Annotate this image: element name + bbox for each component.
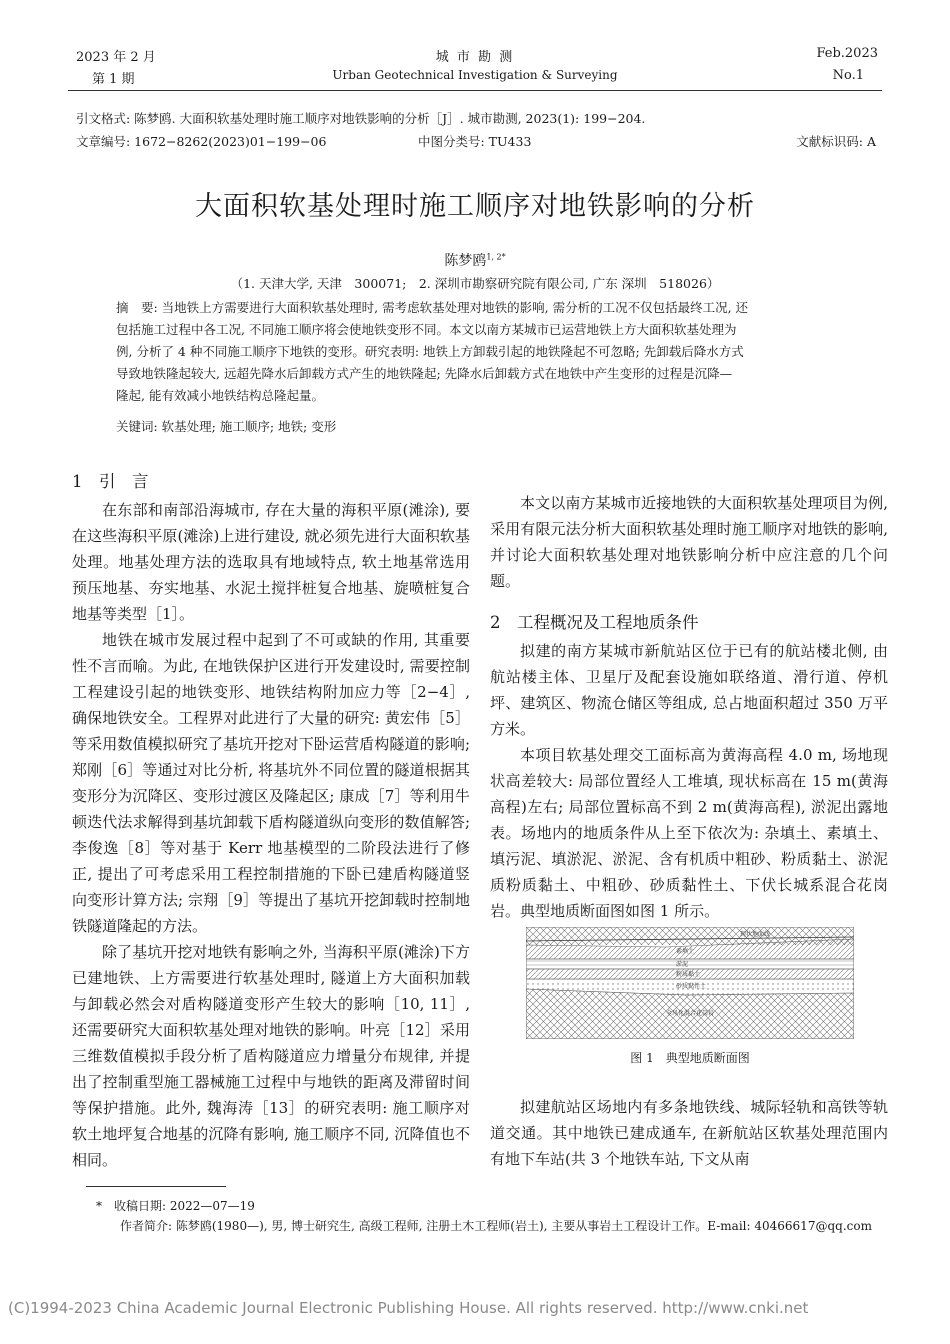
journal-name-cn: 城 市 勘 测 (435, 50, 515, 65)
header-issue-en: No.1 (832, 68, 864, 83)
document-code: 文献标识码: A (796, 134, 876, 149)
paper-title: 大面积软基处理时施工顺序对地铁影响的分析 (195, 191, 755, 222)
label-sandy-clay: 砂质黏性土 (676, 983, 707, 990)
copyright-watermark: (C)1994-2023 China Academic Journal Electronic Publishing House. All rights reserved. http://www.cnki.net (8, 1299, 809, 1317)
author-superscript: 1, 2* (486, 252, 506, 262)
abstract-line: 包括施工过程中各工况, 不同施工顺序将会使地铁变形不同。本文以南方某城市已运营地铁上方大面积软基处理为 (116, 322, 737, 337)
header-date-en: Feb.2023 (816, 46, 878, 61)
article-number: 文章编号: 1672−8262(2023)01−199−06 (76, 134, 327, 149)
affiliation: （1. 天津大学, 天津 300071; 2. 深圳市勘察研究院有限公司, 广东 深圳 518026） (230, 276, 720, 291)
left-column (72, 467, 470, 1173)
paragraph: 除了基坑开挖对地铁有影响之外, 当海积平原(滩涂)下方已建地铁、上方需要进行软基处理时, 隧道上方大面积加载与卸载必然会对盾构隧道变形产生较大的影响［10, 11］, 还需要研究大面积软基处理对地铁的影响。叶亮［12］采用三维数值模拟手段分析了盾构隧道应力增量分布规律, 并提出了控制重型施工器械施工过程中与地铁的距离及滞留时间等保护措施。此外, 魏海涛［13］的研究表明: 施工顺序对软土地坪复合地基的沉降有影响, 施工顺序不同, 沉降值也不相同。 (72, 943, 470, 1169)
label-silty-clay: 粉质黏土 (676, 971, 701, 978)
abstract-line: 摘 要: 当地铁上方需要进行大面积软基处理时, 需考虑软基处理对地铁的影响, 需分析的工况不仅包括最终工况, 还 (116, 300, 749, 315)
clc-number: 中图分类号: TU433 (418, 134, 532, 149)
paragraph: 拟建航站区场地内有多条地铁线、城际轻轨和高铁等轨道交通。其中地铁已建成通车, 在新航站区软基处理范围内有地下车站(共 3 个地铁车站, 下文从南 (490, 1098, 888, 1168)
abstract (116, 297, 846, 407)
figure-1-caption: 图 1 典型地质断面图 (630, 1051, 750, 1065)
abstract-line: 导致地铁隆起较大, 远超先降水后卸载方式产生的地铁隆起; 先降水后卸载方式在地铁中产生变形的过程是沉降— (116, 366, 733, 381)
paragraph: 在东部和南部沿海城市, 存在大量的海积平原(滩涂), 要在这些海积平原(滩涂)上进行建设, 就必须先进行大面积软基处理。地基处理方法的选取具有地域特点, 软土地基常选用预压地基、夯实地基、水泥土搅拌桩复合地基、旋喷桩复合地基等类型［1］。 (72, 501, 470, 623)
label-ground-line: 现状地面线 (740, 931, 771, 938)
header-issue: 第 1 期 (92, 72, 135, 87)
footnote-rule (86, 1186, 226, 1187)
citation-line: 引文格式: 陈梦鸥. 大面积软基处理时施工顺序对地铁影响的分析［J］. 城市勘测, 2023(1): 199−204. (76, 111, 646, 126)
label-granite: 全风化混合花岗岩 (666, 1010, 715, 1017)
paragraph: 拟建的南方某城市新航站区位于已有的航站楼北侧, 由航站楼主体、卫星厅及配套设施如联络道、滑行道、停机坪、建筑区、物流仓储区等组成, 总占地面积超过 350 万平方米。 (490, 642, 888, 738)
label-plain-fill: 素填土 (676, 948, 695, 955)
label-silt: 淤泥 (676, 961, 689, 968)
section-2-heading: 2 工程概况及工程地质条件 (490, 613, 699, 632)
abstract-line: 隆起, 能有效减小地铁结构总隆起量。 (116, 388, 324, 403)
journal-name-en: Urban Geotechnical Investigation & Surveying (332, 68, 618, 82)
geologic-section-diagram (526, 927, 854, 1039)
header-date: 2023 年 2 月 (76, 50, 156, 65)
paragraph: 本项目软基处理交工面标高为黄海高程 4.0 m, 场地现状高差较大: 局部位置经人工堆填, 现状标高在 15 m(黄海高程)左右; 局部位置标高不到 2 m(黄海高程), 淤泥出露地表。场地内的地质条件从上至下依次为: 杂填土、素填土、填污泥、填淤泥、淤泥、含有机质中粗砂、粉质黏土、淤泥质粉质黏土、中粗砂、砂质黏性土、下伏长城系混合花岗岩。典型地质断面图如图 1 所示。 (490, 746, 888, 920)
right-column-top (490, 490, 888, 924)
silt-layer (526, 959, 854, 969)
right-column-bottom (490, 1094, 888, 1172)
abstract-line: 例, 分析了 4 种不同施工顺序下地铁的变形。研究表明: 地铁上方卸载引起的地铁隆起不可忽略; 先卸载后降水方式 (116, 344, 744, 359)
paragraph: 本文以南方某城市近接地铁的大面积软基处理项目为例, 采用有限元法分析大面积软基处理时施工顺序对地铁的影响, 并讨论大面积软基处理对地铁影响分析中应注意的几个问题。 (490, 494, 888, 590)
figure-1 (526, 927, 854, 1039)
author-name: 陈梦鸥 (444, 253, 487, 269)
author-bio: 作者简介: 陈梦鸥(1980—), 男, 博士研究生, 高级工程师, 注册土木工程师(岩土), 主要从事岩土工程设计工作。E-mail: 40466617@qq.com (120, 1219, 872, 1233)
received-date: * 收稿日期: 2022—07—19 (96, 1199, 255, 1213)
section-1-heading: 1 引 言 (72, 472, 149, 491)
keywords: 关键词: 软基处理; 施工顺序; 地铁; 变形 (116, 419, 337, 434)
author-line (0, 250, 950, 270)
header-rule (68, 90, 882, 91)
paragraph: 地铁在城市发展过程中起到了不可或缺的作用, 其重要性不言而喻。为此, 在地铁保护区进行开发建设时, 需要控制工程建设引起的地铁变形、地铁结构附加应力等［2−4］, 确保地铁安全。工程界对此进行了大量的研究: 黄宏伟［5］等采用数值模拟研究了基坑开挖对下卧运营盾构隧道的影响; 郑刚［6］等通过对比分析, 将基坑外不同位置的隧道根据其变形分为沉降区、变形过渡区及隆起区; 康成［7］等利用牛顿迭代法求解得到基坑卸载下盾构隧道纵向变形的数值解答; 李俊逸［8］等对基于 Kerr 地基模型的二阶段法进行了修正, 提出了可考虑采用工程控制措施的下卧已建盾构隧道竖向变形计算方法; 宗翔［9］等提出了基坑开挖卸载时控制地铁隧道隆起的方法。 (72, 631, 470, 935)
